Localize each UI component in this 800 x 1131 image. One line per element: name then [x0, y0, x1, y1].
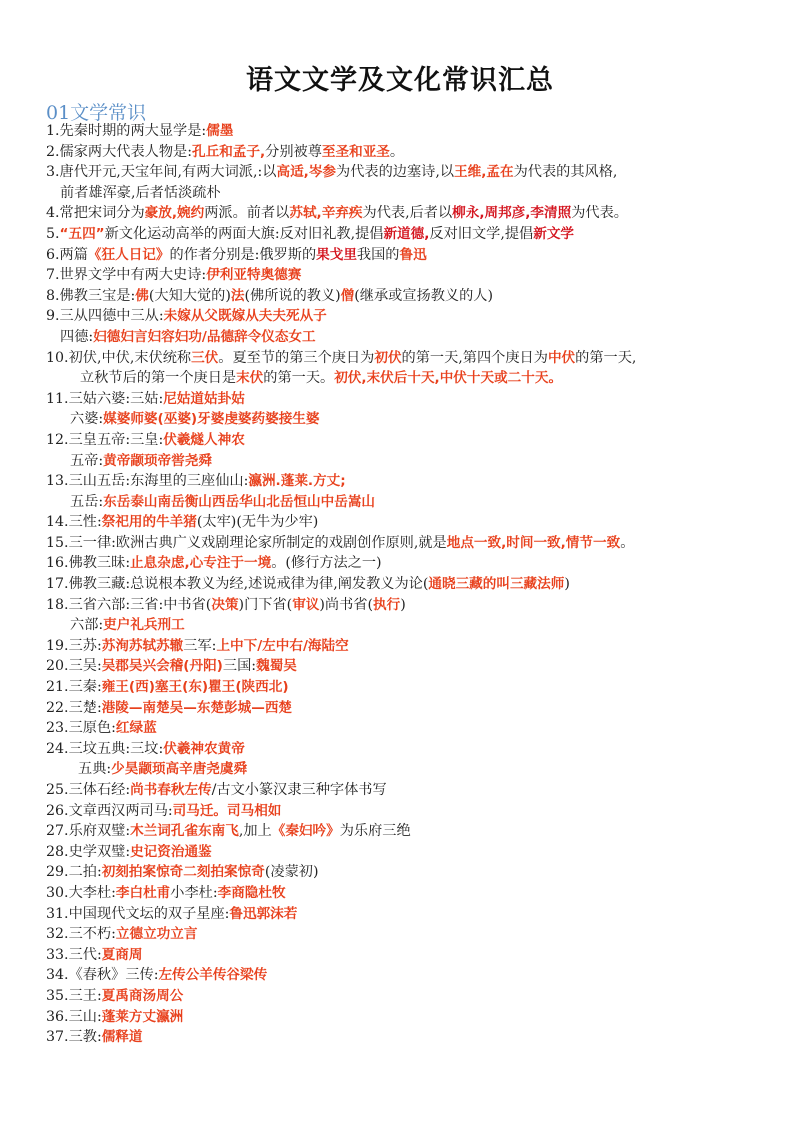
- highlight-text: 魏蜀吴: [256, 658, 297, 675]
- list-item: [46, 739, 776, 760]
- highlight-text: 黄帝颛顼帝喾尧舜: [103, 452, 212, 469]
- list-item: [46, 492, 776, 513]
- list-item: [46, 574, 776, 595]
- knowledge-list: [46, 121, 776, 1048]
- body-text: 。(修行方法之一): [271, 555, 382, 572]
- body-text: 。夏至节的第三个庚日为: [218, 349, 375, 366]
- body-text: 5.: [46, 225, 60, 242]
- highlight-text: 孔丘和孟子,: [192, 143, 266, 160]
- body-text: 8.佛教三宝是:: [46, 287, 136, 304]
- highlight-text: 僧: [340, 287, 355, 304]
- highlight-text: 末伏: [236, 370, 264, 387]
- list-item: [46, 224, 776, 245]
- body-text: 23.三原色:: [46, 720, 116, 737]
- highlight-text: 儒墨: [206, 123, 234, 139]
- highlight-text: 鲁迅郭沫若: [229, 905, 298, 922]
- list-item: [46, 306, 776, 327]
- list-item: [46, 245, 776, 266]
- body-text: 12.三皇五帝:三皇:: [46, 431, 164, 448]
- list-item: [46, 1007, 776, 1028]
- highlight-text: 李商隐杜牧: [217, 884, 286, 901]
- list-item: [46, 677, 776, 698]
- body-text: 为代表的边塞诗,以: [336, 164, 455, 181]
- body-text: 15.三一律:欧洲古典广义戏剧理论家所制定的戏剧创作原则,就是: [46, 534, 447, 551]
- body-text: )尚书省(: [319, 596, 374, 613]
- list-item: [46, 656, 776, 677]
- list-item: [46, 862, 776, 883]
- body-text: 六部:: [70, 617, 104, 634]
- body-text: 四德:: [60, 328, 94, 345]
- body-text: 我国的: [356, 246, 400, 263]
- body-text: 五典:: [78, 761, 112, 778]
- list-item: [46, 471, 776, 492]
- list-item: [46, 121, 776, 142]
- body-text: 3.唐代开元,天宝年间,有两大词派,:以: [46, 164, 277, 181]
- list-item: [46, 1027, 776, 1048]
- highlight-text: 《秦妇吟》: [271, 823, 340, 840]
- body-text: 的第一天,第四个庚日为: [401, 349, 548, 366]
- highlight-text: 蓬莱方丈瀛洲: [101, 1008, 184, 1025]
- body-text: 17.佛教三藏:总说根本教义为经,述说戒律为律,阐发教义为论(: [46, 576, 429, 593]
- body-text: (佛所说的教义): [244, 287, 341, 304]
- highlight-text: 三伏: [191, 349, 219, 366]
- list-item: [46, 265, 776, 286]
- list-item: [46, 636, 776, 657]
- highlight-text: 新道德,: [383, 225, 430, 242]
- body-text: 19.三苏:: [46, 637, 102, 654]
- highlight-text: 苏轼,辛弃疾: [289, 205, 363, 222]
- highlight-text: 高适,岑参: [276, 164, 337, 181]
- highlight-text: 中伏: [547, 349, 576, 366]
- highlight-text: 初伏,末伏后十天,中伏十天或二十天。: [334, 370, 563, 387]
- body-text: (凌蒙初): [264, 864, 319, 881]
- list-item: [46, 718, 776, 739]
- list-item: [46, 965, 776, 986]
- body-text: 。: [620, 534, 635, 551]
- body-text: 30.大李杜:: [46, 884, 116, 901]
- highlight-text: 木兰词孔雀东南飞: [130, 823, 239, 840]
- highlight-text: 左传公羊传谷梁传: [158, 967, 268, 984]
- body-text: 立秋节后的第一个庚日是: [80, 370, 237, 387]
- body-text: 24.三坟五典:三坟:: [46, 740, 164, 757]
- list-item: [46, 368, 776, 389]
- body-text: 的第一天。: [263, 370, 335, 387]
- body-text: (太牢)(无牛为少牢): [196, 514, 319, 531]
- highlight-text: 伊利亚特奥德赛: [206, 267, 302, 284]
- highlight-text: 法: [230, 287, 245, 304]
- body-text: 10.初伏,中伏,末伏统称: [46, 349, 192, 366]
- body-text: 18.三省六部:三省:中书省(: [46, 596, 212, 613]
- page-title: 语文文学及文化常识汇总: [246, 65, 554, 96]
- highlight-text: 尼姑道姑卦姑: [163, 390, 245, 407]
- highlight-text: 审议: [292, 596, 320, 613]
- highlight-text: 新文学: [533, 225, 575, 242]
- highlight-text: “五四”: [59, 225, 105, 242]
- highlight-text: 雍王(西)塞王(东)瞿王(陕西北): [101, 679, 289, 696]
- highlight-text: 《狂人日记》: [87, 246, 170, 263]
- body-text: 五岳:: [70, 493, 104, 510]
- list-item: [46, 183, 776, 204]
- highlight-text: 执行: [373, 596, 401, 613]
- body-text: 的作者分别是:俄罗斯的: [169, 246, 317, 263]
- body-text: 4.常把宋词分为: [46, 205, 145, 222]
- list-item: [46, 533, 776, 554]
- highlight-text: 吴郡吴兴会稽(丹阳): [101, 658, 223, 675]
- body-text: 36.三山:: [46, 1008, 102, 1025]
- body-text: 三国:: [222, 658, 257, 675]
- body-text: 分别被尊: [265, 143, 322, 160]
- list-item: [46, 883, 776, 904]
- highlight-text: 瀛洲.蓬莱.方丈;: [248, 473, 346, 490]
- highlight-text: 妇德妇言妇容妇功/品德辞令仪态女工: [93, 328, 316, 345]
- body-text: 35.三王:: [46, 987, 102, 1004]
- body-text: 20.三吴:: [46, 658, 102, 675]
- highlight-text: 上中下/左中右/海陆空: [216, 637, 349, 654]
- body-text: 9.三从四德中三从:: [46, 308, 164, 325]
- highlight-text: 柳永,周邦彦,李清照: [452, 205, 572, 222]
- body-text: 新文化运动高举的两面大旗:反对旧礼教,提倡: [104, 225, 384, 242]
- body-text: 六婆:: [70, 411, 104, 428]
- highlight-text: 少昊颛顼高辛唐尧虞舜: [111, 761, 248, 778]
- body-text: 为乐府三绝: [339, 823, 411, 840]
- body-text: 三军:: [183, 637, 217, 654]
- list-item: [46, 615, 776, 636]
- body-text: 32.三不朽:: [46, 926, 116, 943]
- body-text: (继承或宣扬教义的人): [354, 287, 494, 304]
- highlight-text: 夏商周: [101, 946, 143, 963]
- body-text: 25.三体石经:: [46, 782, 131, 798]
- body-text: 反对旧文学,提倡: [429, 225, 534, 242]
- list-item: [46, 286, 776, 307]
- list-item: [46, 451, 776, 472]
- body-text: 五帝:: [70, 452, 104, 469]
- list-item: [46, 986, 776, 1007]
- body-text: ,加上: [238, 823, 272, 840]
- highlight-text: 佛: [135, 287, 149, 304]
- list-item: [46, 512, 776, 533]
- body-text: /古文小篆汉隶三种字体书写: [211, 782, 387, 798]
- list-item: [46, 430, 776, 451]
- body-text: 2.儒家两大代表人物是:: [46, 143, 193, 160]
- body-text: 33.三代:: [46, 946, 102, 963]
- body-text: 为代表的其风格,: [513, 164, 618, 181]
- highlight-text: 伏羲神农黄帝: [163, 740, 245, 757]
- body-text: 22.三楚:: [46, 699, 102, 716]
- highlight-text: 未嫁从父既嫁从夫夫死从子: [163, 308, 327, 325]
- body-text: 34.《春秋》三传:: [46, 967, 159, 984]
- list-item: [46, 142, 776, 163]
- section-heading: 01文学常识: [46, 102, 147, 124]
- highlight-text: 初伏: [374, 349, 402, 366]
- list-item: [46, 945, 776, 966]
- body-text: 29.二拍:: [46, 864, 102, 881]
- list-item: [46, 801, 776, 822]
- body-text: 11.三姑六婆:三姑:: [46, 390, 164, 407]
- list-item: [46, 904, 776, 925]
- list-item: [46, 759, 776, 780]
- highlight-text: 至圣和亚圣: [321, 143, 390, 160]
- highlight-text: 止息杂虑,心专注于一境: [130, 555, 272, 572]
- highlight-text: 伏羲燧人神农: [163, 431, 245, 448]
- body-text: 。: [389, 143, 405, 160]
- body-text: 31.中国现代文坛的双子星座:: [46, 905, 230, 922]
- highlight-text: 决策: [211, 596, 239, 613]
- highlight-text: 港陵—南楚吴—东楚彭城—西楚: [101, 699, 293, 716]
- list-item: [46, 203, 776, 224]
- body-text: 两派。前者以: [204, 205, 290, 222]
- body-text: 小李杜:: [170, 884, 218, 901]
- list-item: [46, 924, 776, 945]
- highlight-text: 豪放,婉约: [144, 205, 205, 222]
- list-item: [46, 821, 776, 842]
- highlight-text: 媒婆师婆(巫婆)牙婆虔婆药婆接生婆: [103, 411, 320, 428]
- highlight-text: 初刻拍案惊奇二刻拍案惊奇: [101, 864, 265, 881]
- list-item: [46, 780, 776, 801]
- highlight-text: 苏洵苏轼苏辙: [101, 637, 184, 654]
- highlight-text: 通晓三藏的叫三藏法师: [428, 576, 565, 593]
- body-text: 27.乐府双璧:: [46, 823, 131, 840]
- highlight-text: 尚书春秋左传: [130, 782, 212, 798]
- highlight-text: 立德立功立言: [115, 926, 198, 943]
- body-text: 13.三山五岳:东海里的三座仙山:: [46, 473, 249, 490]
- highlight-text: 史记资治通鉴: [130, 843, 212, 860]
- highlight-text: 果戈里: [316, 246, 357, 263]
- highlight-text: 红绿蓝: [115, 720, 157, 737]
- body-text: 16.佛教三昧:: [46, 555, 131, 572]
- list-item: [46, 409, 776, 430]
- body-text: ): [400, 596, 406, 613]
- highlight-text: 李白杜甫: [115, 884, 171, 901]
- highlight-text: 儒释道: [101, 1029, 143, 1046]
- body-text: 28.史学双璧:: [46, 843, 131, 860]
- highlight-text: 鲁迅: [399, 246, 427, 263]
- highlight-text: 东岳泰山南岳衡山西岳华山北岳恒山中岳嵩山: [103, 493, 376, 510]
- list-item: [46, 389, 776, 410]
- highlight-text: 司马迁。司马相如: [172, 802, 282, 819]
- highlight-text: 王维,孟在: [454, 164, 514, 181]
- list-item: [46, 698, 776, 719]
- highlight-text: 祭祀用的牛羊猪: [101, 514, 197, 531]
- body-text: 6.两篇: [46, 246, 88, 263]
- body-text: )门下省(: [238, 596, 293, 613]
- list-item: [46, 327, 776, 348]
- highlight-text: 地点一致,时间一致,情节一致: [446, 534, 621, 551]
- list-item: [46, 162, 776, 183]
- body-text: 14.三性:: [46, 514, 102, 531]
- body-text: 7.世界文学中有两大史诗:: [46, 267, 207, 284]
- body-text: 为代表,后者以: [362, 205, 453, 222]
- body-text: 21.三秦:: [46, 679, 102, 696]
- list-item: [46, 842, 776, 863]
- highlight-text: 夏禹商汤周公: [101, 987, 184, 1004]
- body-text: 26.文章西汉两司马:: [46, 802, 173, 819]
- body-text: 前者雄浑豪,后者恬淡疏朴: [60, 184, 221, 201]
- body-text: 的第一天,: [575, 349, 637, 366]
- body-text: 37.三教:: [46, 1029, 102, 1046]
- list-item: [46, 553, 776, 574]
- body-text: (大知大觉的): [148, 287, 231, 304]
- list-item: [46, 595, 776, 616]
- body-text: 1.先秦时期的两大显学是:: [46, 123, 207, 139]
- list-item: [46, 348, 776, 369]
- body-text: ): [564, 576, 570, 593]
- highlight-text: 吏户礼兵刑工: [103, 617, 185, 634]
- body-text: 为代表。: [571, 205, 628, 222]
